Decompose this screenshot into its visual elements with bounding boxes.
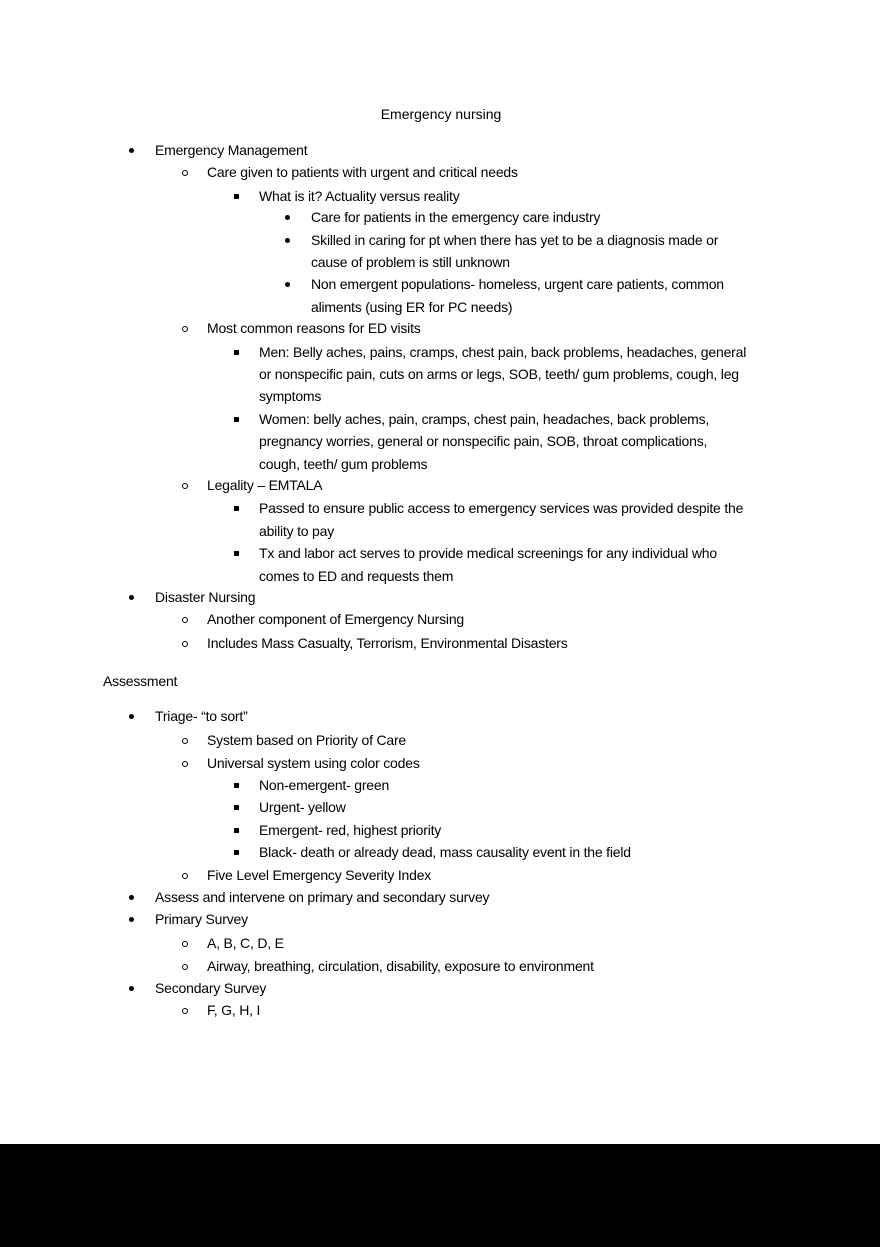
list-item-level-3: or nonspecific pain, cuts on arms or legs, SOB, teeth/ gum problems, cough, leg: [259, 366, 739, 382]
disc-bullet-icon: [285, 215, 290, 220]
list-item-level-2: Airway, breathing, circulation, disability, exposure to environment: [207, 958, 594, 974]
list-item-level-3: Passed to ensure public access to emergency services was provided despite the: [259, 500, 744, 516]
list-item-level-2: Another component of Emergency Nursing: [207, 611, 464, 627]
circle-bullet-icon: [182, 964, 188, 970]
square-bullet-icon: [234, 850, 239, 855]
circle-bullet-icon: [182, 483, 188, 489]
list-item-level-2: Includes Mass Casualty, Terrorism, Environmental Disasters: [207, 635, 568, 651]
circle-bullet-icon: [182, 941, 188, 947]
square-bullet-icon: [234, 805, 239, 810]
disc-bullet-icon: [129, 148, 134, 153]
circle-bullet-icon: [182, 1008, 188, 1014]
list-item-level-4: Care for patients in the emergency care industry: [311, 209, 601, 225]
square-bullet-icon: [234, 417, 239, 422]
circle-bullet-icon: [182, 641, 188, 647]
list-item-level-3: Urgent- yellow: [259, 799, 346, 815]
list-item-level-3: Men: Belly aches, pains, cramps, chest pain, back problems, headaches, general: [259, 344, 747, 360]
disc-bullet-icon: [285, 238, 290, 243]
list-item-level-2: Five Level Emergency Severity Index: [207, 867, 432, 883]
document-title: Emergency nursing: [380, 106, 502, 122]
square-bullet-icon: [234, 194, 239, 199]
disc-bullet-icon: [129, 595, 134, 600]
square-bullet-icon: [234, 350, 239, 355]
disc-bullet-icon: [285, 282, 290, 287]
list-item-level-2: F, G, H, I: [207, 1002, 261, 1018]
circle-bullet-icon: [182, 873, 188, 879]
list-item-level-2: A, B, C, D, E: [207, 935, 284, 951]
list-item-level-2: System based on Priority of Care: [207, 732, 407, 748]
list-item-level-4: aliments (using ER for PC needs): [311, 299, 513, 315]
section-heading-assessment: Assessment: [103, 673, 178, 689]
list-item-level-3: ability to pay: [259, 523, 335, 539]
list-item-level-3: comes to ED and requests them: [259, 568, 454, 584]
disc-bullet-icon: [129, 986, 134, 991]
list-item-level-2: Care given to patients with urgent and critical needs: [207, 164, 518, 180]
list-item-level-3: symptoms: [259, 388, 322, 404]
list-item-level-4: cause of problem is still unknown: [311, 254, 510, 270]
disc-bullet-icon: [129, 917, 134, 922]
circle-bullet-icon: [182, 617, 188, 623]
square-bullet-icon: [234, 506, 239, 511]
list-item-level-1: Disaster Nursing: [155, 589, 256, 605]
square-bullet-icon: [234, 551, 239, 556]
list-item-level-1: Secondary Survey: [155, 980, 267, 996]
disc-bullet-icon: [129, 895, 134, 900]
list-item-level-1: Emergency Management: [155, 142, 308, 158]
list-item-level-3: Black- death or already dead, mass causality event in the field: [259, 844, 631, 860]
list-item-level-3: cough, teeth/ gum problems: [259, 456, 428, 472]
list-item-level-4: Skilled in caring for pt when there has yet to be a diagnosis made or: [311, 232, 719, 248]
list-item-level-3: Non-emergent- green: [259, 777, 390, 793]
circle-bullet-icon: [182, 761, 188, 767]
circle-bullet-icon: [182, 326, 188, 332]
list-item-level-3: pregnancy worries, general or nonspecific pain, SOB, throat complications,: [259, 433, 708, 449]
square-bullet-icon: [234, 783, 239, 788]
list-item-level-3: Tx and labor act serves to provide medical screenings for any individual who: [259, 545, 717, 561]
list-item-level-3: Emergent- red, highest priority: [259, 822, 442, 838]
black-footer-area: [0, 1144, 880, 1247]
list-item-level-2: Most common reasons for ED visits: [207, 320, 421, 336]
square-bullet-icon: [234, 828, 239, 833]
list-item-level-1: Triage- “to sort”: [155, 708, 248, 724]
list-item-level-2: Legality – EMTALA: [207, 477, 323, 493]
list-item-level-2: Universal system using color codes: [207, 755, 420, 771]
list-item-level-3: Women: belly aches, pain, cramps, chest pain, headaches, back problems,: [259, 411, 710, 427]
list-item-level-1: Assess and intervene on primary and secondary survey: [155, 889, 490, 905]
list-item-level-1: Primary Survey: [155, 911, 248, 927]
disc-bullet-icon: [129, 714, 134, 719]
list-item-level-4: Non emergent populations- homeless, urgent care patients, common: [311, 276, 724, 292]
circle-bullet-icon: [182, 738, 188, 744]
list-item-level-3: What is it? Actuality versus reality: [259, 188, 460, 204]
circle-bullet-icon: [182, 170, 188, 176]
